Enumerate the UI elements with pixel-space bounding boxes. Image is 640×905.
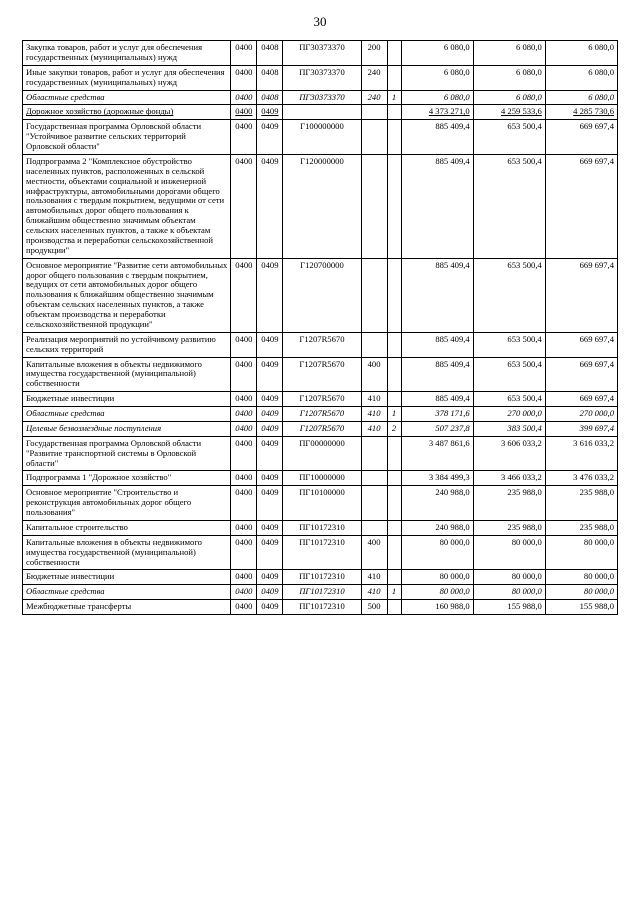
table-row	[23, 41, 618, 66]
row-section: 0400	[231, 41, 257, 66]
table-body	[23, 41, 618, 615]
row-subsection: 0409	[257, 105, 283, 120]
row-value-1: 885 409,4	[401, 258, 473, 332]
row-name: Областные средства	[23, 585, 231, 600]
row-value-2: 80 000,0	[473, 570, 545, 585]
row-value-3: 6 080,0	[545, 41, 617, 66]
row-value-3: 3 616 033,2	[545, 436, 617, 471]
row-section: 0400	[231, 392, 257, 407]
row-section: 0400	[231, 258, 257, 332]
row-value-1: 80 000,0	[401, 585, 473, 600]
row-section: 0400	[231, 471, 257, 486]
row-source-code: 1	[387, 90, 401, 105]
row-value-1: 6 080,0	[401, 65, 473, 90]
row-value-1: 885 409,4	[401, 357, 473, 392]
table-row	[23, 392, 618, 407]
row-value-3: 669 697,4	[545, 258, 617, 332]
row-expense-type	[361, 332, 387, 357]
row-name: Целевые безвозмездные поступления	[23, 421, 231, 436]
row-subsection: 0409	[257, 535, 283, 570]
row-target-article: ПГ10172310	[283, 570, 361, 585]
row-value-3: 4 285 730,6	[545, 105, 617, 120]
row-target-article: Г100000000	[283, 120, 361, 155]
row-subsection: 0409	[257, 486, 283, 521]
row-value-1: 378 171,6	[401, 407, 473, 422]
row-expense-type: 410	[361, 392, 387, 407]
row-section: 0400	[231, 65, 257, 90]
row-source-code: 1	[387, 407, 401, 422]
row-target-article: ПГ10172310	[283, 535, 361, 570]
table-row	[23, 585, 618, 600]
row-value-3: 669 697,4	[545, 154, 617, 258]
table-row	[23, 105, 618, 120]
row-value-2: 3 606 033,2	[473, 436, 545, 471]
row-subsection: 0408	[257, 65, 283, 90]
row-name: Закупка товаров, работ и услуг для обеспечения государственных (муниципальных) нужд	[23, 41, 231, 66]
row-section: 0400	[231, 154, 257, 258]
row-target-article: Г1207R5670	[283, 392, 361, 407]
table-row	[23, 421, 618, 436]
row-target-article: Г120700000	[283, 258, 361, 332]
row-name: Государственная программа Орловской области "Развитие транспортной системы в Орловской области"	[23, 436, 231, 471]
row-expense-type	[361, 486, 387, 521]
row-value-2: 235 988,0	[473, 520, 545, 535]
row-subsection: 0409	[257, 357, 283, 392]
row-expense-type: 400	[361, 357, 387, 392]
row-section: 0400	[231, 357, 257, 392]
row-name: Подпрограмма 1 "Дорожное хозяйство"	[23, 471, 231, 486]
table-row	[23, 357, 618, 392]
row-name: Капитальное строительство	[23, 520, 231, 535]
row-value-1: 80 000,0	[401, 570, 473, 585]
table-row	[23, 520, 618, 535]
row-subsection: 0408	[257, 41, 283, 66]
row-name: Капитальные вложения в объекты недвижимого имущества государственной (муниципальной) собственности	[23, 357, 231, 392]
row-expense-type: 410	[361, 585, 387, 600]
row-target-article: Г120000000	[283, 154, 361, 258]
row-section: 0400	[231, 600, 257, 615]
row-target-article: Г1207R5670	[283, 332, 361, 357]
row-name: Дорожное хозяйство (дорожные фонды)	[23, 105, 231, 120]
row-target-article: ПГ30373370	[283, 41, 361, 66]
row-name: Реализация мероприятий по устойчивому развитию сельских территорий	[23, 332, 231, 357]
row-value-2: 653 500,4	[473, 332, 545, 357]
row-source-code	[387, 258, 401, 332]
row-value-1: 6 080,0	[401, 90, 473, 105]
row-source-code	[387, 436, 401, 471]
row-target-article: ПГ10100000	[283, 486, 361, 521]
row-target-article: Г1207R5670	[283, 407, 361, 422]
row-value-1: 240 988,0	[401, 486, 473, 521]
row-expense-type: 410	[361, 421, 387, 436]
row-section: 0400	[231, 570, 257, 585]
row-source-code	[387, 154, 401, 258]
row-subsection: 0408	[257, 90, 283, 105]
row-section: 0400	[231, 90, 257, 105]
table-row	[23, 535, 618, 570]
row-name: Областные средства	[23, 90, 231, 105]
row-value-2: 80 000,0	[473, 585, 545, 600]
row-name: Капитальные вложения в объекты недвижимого имущества государственной (муниципальной) собственности	[23, 535, 231, 570]
row-value-1: 507 237,8	[401, 421, 473, 436]
row-subsection: 0409	[257, 520, 283, 535]
table-row	[23, 471, 618, 486]
row-section: 0400	[231, 332, 257, 357]
row-target-article: ПГ10172310	[283, 600, 361, 615]
row-subsection: 0409	[257, 407, 283, 422]
row-expense-type	[361, 105, 387, 120]
row-value-3: 80 000,0	[545, 535, 617, 570]
row-value-2: 6 080,0	[473, 65, 545, 90]
row-source-code: 2	[387, 421, 401, 436]
row-value-2: 653 500,4	[473, 154, 545, 258]
row-subsection: 0409	[257, 392, 283, 407]
row-value-1: 240 988,0	[401, 520, 473, 535]
row-source-code	[387, 600, 401, 615]
table-row	[23, 258, 618, 332]
row-name: Иные закупки товаров, работ и услуг для обеспечения государственных (муниципальных) нужд	[23, 65, 231, 90]
table-row	[23, 154, 618, 258]
row-source-code	[387, 535, 401, 570]
table-row	[23, 65, 618, 90]
row-source-code	[387, 65, 401, 90]
row-value-2: 6 080,0	[473, 41, 545, 66]
row-value-2: 653 500,4	[473, 258, 545, 332]
row-expense-type	[361, 520, 387, 535]
row-section: 0400	[231, 407, 257, 422]
row-subsection: 0409	[257, 436, 283, 471]
row-name: Бюджетные инвестиции	[23, 392, 231, 407]
row-section: 0400	[231, 421, 257, 436]
row-name: Основное мероприятие "Развитие сети автомобильных дорог общего пользования с твердым покрытием, ведущих от сети автомобильных дорог общего пользования к ближайшим общественно значимым объектам сельских населенных пунктов, а также объектам производства и переработки сельскохозяйственной продукции"	[23, 258, 231, 332]
row-value-3: 669 697,4	[545, 120, 617, 155]
row-expense-type: 240	[361, 90, 387, 105]
table-row	[23, 486, 618, 521]
row-value-1: 160 988,0	[401, 600, 473, 615]
row-value-2: 4 259 533,6	[473, 105, 545, 120]
row-source-code	[387, 105, 401, 120]
row-name: Подпрограмма 2 "Комплексное обустройство населенных пунктов, расположенных в сельской местности, объектами социальной и инженерной инфраструктуры, автомобильными дорогами общего пользования с твердым покрытием, ведущими от сети автомобильных дорог общего пользования к ближайшим общественно значимым объектам сельских населенных пунктов, а также к объектам производства и переработки сельскохозяйственной продукции"	[23, 154, 231, 258]
row-value-3: 80 000,0	[545, 585, 617, 600]
table-row	[23, 332, 618, 357]
row-section: 0400	[231, 105, 257, 120]
row-value-2: 80 000,0	[473, 535, 545, 570]
table-row	[23, 570, 618, 585]
row-expense-type: 240	[361, 65, 387, 90]
row-subsection: 0409	[257, 154, 283, 258]
row-subsection: 0409	[257, 585, 283, 600]
table-row	[23, 120, 618, 155]
row-expense-type: 200	[361, 41, 387, 66]
row-source-code: 1	[387, 585, 401, 600]
table-row	[23, 600, 618, 615]
row-value-3: 235 988,0	[545, 520, 617, 535]
row-value-3: 270 000,0	[545, 407, 617, 422]
page-number: 30	[313, 14, 327, 29]
row-subsection: 0409	[257, 471, 283, 486]
row-expense-type	[361, 258, 387, 332]
row-value-3: 669 697,4	[545, 332, 617, 357]
row-target-article	[283, 105, 361, 120]
row-value-3: 669 697,4	[545, 392, 617, 407]
row-section: 0400	[231, 436, 257, 471]
row-subsection: 0409	[257, 258, 283, 332]
row-source-code	[387, 392, 401, 407]
row-value-2: 653 500,4	[473, 357, 545, 392]
row-source-code	[387, 570, 401, 585]
row-name: Областные средства	[23, 407, 231, 422]
row-section: 0400	[231, 535, 257, 570]
row-target-article: Г1207R5670	[283, 421, 361, 436]
row-expense-type: 410	[361, 570, 387, 585]
row-section: 0400	[231, 585, 257, 600]
row-source-code	[387, 41, 401, 66]
row-value-2: 6 080,0	[473, 90, 545, 105]
row-subsection: 0409	[257, 332, 283, 357]
row-target-article: Г1207R5670	[283, 357, 361, 392]
row-value-1: 885 409,4	[401, 332, 473, 357]
row-value-1: 80 000,0	[401, 535, 473, 570]
row-value-1: 4 373 271,0	[401, 105, 473, 120]
row-value-1: 3 384 499,3	[401, 471, 473, 486]
row-value-1: 885 409,4	[401, 392, 473, 407]
row-value-1: 885 409,4	[401, 120, 473, 155]
row-value-3: 6 080,0	[545, 65, 617, 90]
budget-table	[22, 40, 618, 615]
row-expense-type	[361, 436, 387, 471]
row-value-1: 885 409,4	[401, 154, 473, 258]
table-row	[23, 90, 618, 105]
row-source-code	[387, 520, 401, 535]
table-row	[23, 407, 618, 422]
row-value-2: 235 988,0	[473, 486, 545, 521]
row-target-article: ПГ30373370	[283, 90, 361, 105]
row-name: Межбюджетные трансферты	[23, 600, 231, 615]
row-subsection: 0409	[257, 600, 283, 615]
row-subsection: 0409	[257, 570, 283, 585]
row-section: 0400	[231, 486, 257, 521]
row-expense-type: 400	[361, 535, 387, 570]
row-expense-type: 500	[361, 600, 387, 615]
row-source-code	[387, 471, 401, 486]
table-row	[23, 436, 618, 471]
row-source-code	[387, 332, 401, 357]
row-value-1: 6 080,0	[401, 41, 473, 66]
row-value-3: 235 988,0	[545, 486, 617, 521]
row-value-2: 270 000,0	[473, 407, 545, 422]
row-value-2: 653 500,4	[473, 120, 545, 155]
row-name: Бюджетные инвестиции	[23, 570, 231, 585]
row-target-article: ПГ00000000	[283, 436, 361, 471]
row-value-3: 399 697,4	[545, 421, 617, 436]
row-value-3: 6 080,0	[545, 90, 617, 105]
row-expense-type	[361, 154, 387, 258]
row-value-1: 3 487 861,6	[401, 436, 473, 471]
row-target-article: ПГ10172310	[283, 520, 361, 535]
row-subsection: 0409	[257, 120, 283, 155]
row-source-code	[387, 357, 401, 392]
row-value-3: 3 476 033,2	[545, 471, 617, 486]
row-name: Государственная программа Орловской области "Устойчивое развитие сельских территорий Орловской области"	[23, 120, 231, 155]
row-value-2: 653 500,4	[473, 392, 545, 407]
row-expense-type: 410	[361, 407, 387, 422]
row-value-3: 669 697,4	[545, 357, 617, 392]
row-target-article: ПГ30373370	[283, 65, 361, 90]
row-value-2: 155 988,0	[473, 600, 545, 615]
row-value-3: 155 988,0	[545, 600, 617, 615]
budget-table-container	[22, 40, 618, 615]
row-name: Основное мероприятие "Строительство и реконструкция автомобильных дорог общего пользования"	[23, 486, 231, 521]
row-subsection: 0409	[257, 421, 283, 436]
row-section: 0400	[231, 520, 257, 535]
row-target-article: ПГ10172310	[283, 585, 361, 600]
row-value-2: 3 466 033,2	[473, 471, 545, 486]
row-expense-type	[361, 471, 387, 486]
row-value-3: 80 000,0	[545, 570, 617, 585]
row-section: 0400	[231, 120, 257, 155]
row-source-code	[387, 486, 401, 521]
row-target-article: ПГ10000000	[283, 471, 361, 486]
row-expense-type	[361, 120, 387, 155]
row-value-2: 383 500,4	[473, 421, 545, 436]
row-source-code	[387, 120, 401, 155]
